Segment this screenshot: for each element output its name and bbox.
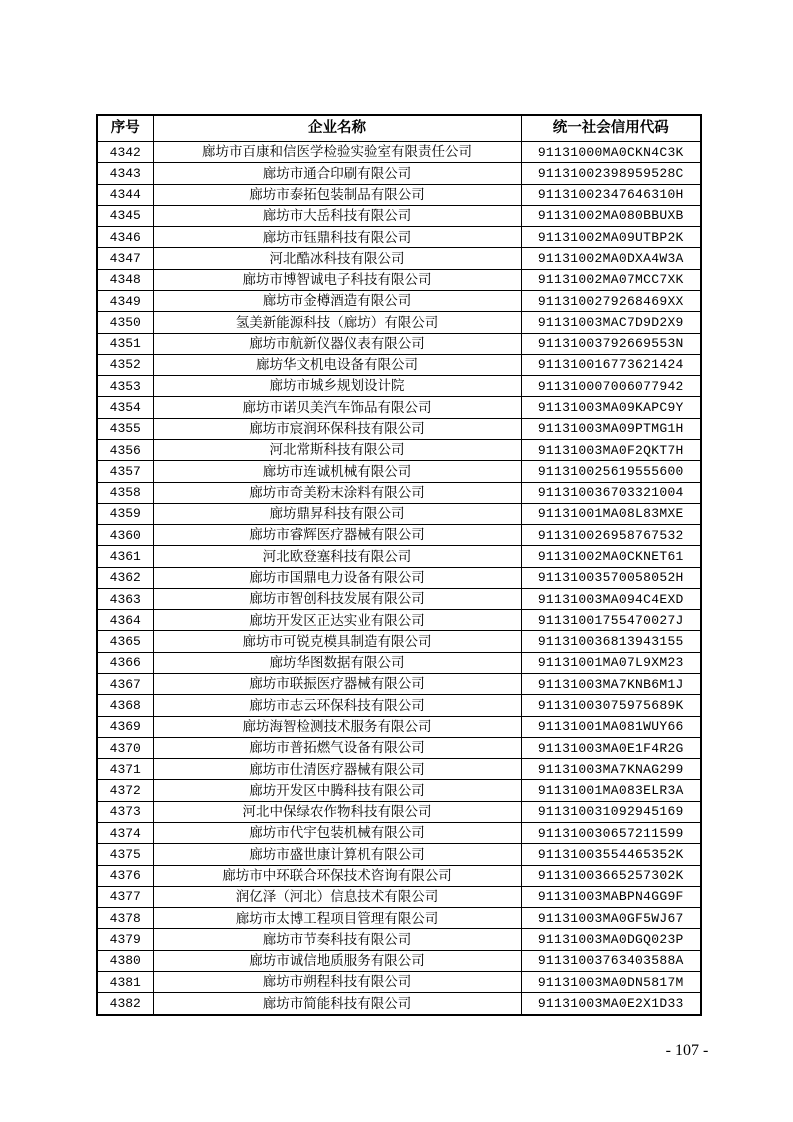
credit-code: 91131001MA08L83MXE xyxy=(521,503,701,524)
company-name: 廊坊鼎昇科技有限公司 xyxy=(153,503,521,524)
table-row xyxy=(97,929,701,950)
company-name: 河北常斯科技有限公司 xyxy=(153,439,521,460)
table-row xyxy=(97,546,701,567)
table-row xyxy=(97,269,701,290)
credit-code: 911310030657211599 xyxy=(521,823,701,844)
row-serial-number: 4346 xyxy=(97,227,153,248)
table-row xyxy=(97,780,701,801)
row-serial-number: 4363 xyxy=(97,588,153,609)
row-serial-number: 4379 xyxy=(97,929,153,950)
row-serial-number: 4376 xyxy=(97,865,153,886)
company-name: 廊坊市航新仪器仪表有限公司 xyxy=(153,333,521,354)
row-serial-number: 4373 xyxy=(97,801,153,822)
company-name: 廊坊市城乡规划设计院 xyxy=(153,376,521,397)
table-row xyxy=(97,865,701,886)
row-serial-number: 4352 xyxy=(97,354,153,375)
company-name: 廊坊市代宇包装机械有限公司 xyxy=(153,823,521,844)
row-serial-number: 4343 xyxy=(97,163,153,184)
row-serial-number: 4344 xyxy=(97,184,153,205)
row-serial-number: 4350 xyxy=(97,312,153,333)
credit-code: 91131002MA080BBUXB xyxy=(521,205,701,226)
table-row xyxy=(97,312,701,333)
table-row xyxy=(97,695,701,716)
row-serial-number: 4353 xyxy=(97,376,153,397)
table-row xyxy=(97,248,701,269)
row-serial-number: 4372 xyxy=(97,780,153,801)
credit-code: 91131003763403588A xyxy=(521,950,701,971)
credit-code: 91131003MA0F2QKT7H xyxy=(521,439,701,460)
company-name: 廊坊市博智诚电子科技有限公司 xyxy=(153,269,521,290)
table-row xyxy=(97,205,701,226)
table-row xyxy=(97,886,701,907)
company-name: 廊坊市节奏科技有限公司 xyxy=(153,929,521,950)
credit-code: 91131001755470027J xyxy=(521,610,701,631)
credit-code: 91131002MA0DXA4W3A xyxy=(521,248,701,269)
table-body xyxy=(97,142,701,1016)
row-serial-number: 4380 xyxy=(97,950,153,971)
row-serial-number: 4370 xyxy=(97,737,153,758)
credit-code: 91131003MA09PTMG1H xyxy=(521,418,701,439)
credit-code: 91131002347646310H xyxy=(521,184,701,205)
table-row xyxy=(97,142,701,163)
table-row xyxy=(97,674,701,695)
row-serial-number: 4368 xyxy=(97,695,153,716)
table-row xyxy=(97,354,701,375)
company-name: 廊坊市智创科技发展有限公司 xyxy=(153,588,521,609)
row-serial-number: 4381 xyxy=(97,971,153,992)
company-name: 廊坊市钰鼎科技有限公司 xyxy=(153,227,521,248)
credit-code: 911310031092945169 xyxy=(521,801,701,822)
company-name: 廊坊市通合印刷有限公司 xyxy=(153,163,521,184)
table-row xyxy=(97,950,701,971)
table-row xyxy=(97,567,701,588)
company-name: 廊坊市联振医疗器械有限公司 xyxy=(153,674,521,695)
company-name: 廊坊市连诚机械有限公司 xyxy=(153,461,521,482)
table-row xyxy=(97,971,701,992)
company-name: 廊坊市金樽酒造有限公司 xyxy=(153,290,521,311)
company-name: 廊坊市盛世康计算机有限公司 xyxy=(153,844,521,865)
company-name: 廊坊市诺贝美汽车饰品有限公司 xyxy=(153,397,521,418)
row-serial-number: 4361 xyxy=(97,546,153,567)
credit-code: 91131003570058052H xyxy=(521,567,701,588)
credit-code: 91131003MAC7D9D2X9 xyxy=(521,312,701,333)
table-row xyxy=(97,184,701,205)
company-name: 廊坊开发区正达实业有限公司 xyxy=(153,610,521,631)
row-serial-number: 4358 xyxy=(97,482,153,503)
company-registry-table xyxy=(96,114,702,1016)
company-name: 廊坊市仕清医疗器械有限公司 xyxy=(153,759,521,780)
table-row xyxy=(97,525,701,546)
company-name: 廊坊市志云环保科技有限公司 xyxy=(153,695,521,716)
company-name: 廊坊华文机电设备有限公司 xyxy=(153,354,521,375)
company-name: 廊坊市大岳科技有限公司 xyxy=(153,205,521,226)
credit-code: 91131003MA7KNB6M1J xyxy=(521,674,701,695)
row-serial-number: 4345 xyxy=(97,205,153,226)
row-serial-number: 4360 xyxy=(97,525,153,546)
row-serial-number: 4356 xyxy=(97,439,153,460)
credit-code: 91131003MA0E2X1D33 xyxy=(521,993,701,1015)
row-serial-number: 4371 xyxy=(97,759,153,780)
company-name: 廊坊市朔程科技有限公司 xyxy=(153,971,521,992)
row-serial-number: 4351 xyxy=(97,333,153,354)
table-row xyxy=(97,163,701,184)
company-name: 河北酷冰科技有限公司 xyxy=(153,248,521,269)
table-row xyxy=(97,439,701,460)
table-row xyxy=(97,631,701,652)
credit-code: 9113100279268469XX xyxy=(521,290,701,311)
credit-code: 91131002MA07MCC7XK xyxy=(521,269,701,290)
table-header-row xyxy=(97,115,701,142)
company-name: 廊坊华图数据有限公司 xyxy=(153,652,521,673)
table-row xyxy=(97,418,701,439)
table-row xyxy=(97,652,701,673)
table-row xyxy=(97,227,701,248)
row-serial-number: 4364 xyxy=(97,610,153,631)
table-row xyxy=(97,844,701,865)
table-row xyxy=(97,610,701,631)
company-name: 廊坊开发区中腾科技有限公司 xyxy=(153,780,521,801)
credit-code: 91131003MA0DGQ023P xyxy=(521,929,701,950)
row-serial-number: 4374 xyxy=(97,823,153,844)
company-name: 河北中保绿农作物科技有限公司 xyxy=(153,801,521,822)
company-name: 廊坊市百康和信医学检验实验室有限责任公司 xyxy=(153,142,521,163)
credit-code: 911310007006077942 xyxy=(521,376,701,397)
company-name: 廊坊市睿辉医疗器械有限公司 xyxy=(153,525,521,546)
table-row xyxy=(97,482,701,503)
credit-code: 91131003792669553N xyxy=(521,333,701,354)
header-company-name: 企业名称 xyxy=(153,115,521,142)
table-row xyxy=(97,823,701,844)
credit-code: 91131003MA0DN5817M xyxy=(521,971,701,992)
credit-code: 911310036813943155 xyxy=(521,631,701,652)
row-serial-number: 4378 xyxy=(97,908,153,929)
credit-code: 91131001MA081WUY66 xyxy=(521,716,701,737)
row-serial-number: 4348 xyxy=(97,269,153,290)
table-row xyxy=(97,397,701,418)
credit-code: 911310036703321004 xyxy=(521,482,701,503)
table-row xyxy=(97,716,701,737)
table-row xyxy=(97,588,701,609)
row-serial-number: 4354 xyxy=(97,397,153,418)
credit-code: 91131002398959528C xyxy=(521,163,701,184)
company-name: 廊坊市太博工程项目管理有限公司 xyxy=(153,908,521,929)
company-name: 廊坊市宸润环保科技有限公司 xyxy=(153,418,521,439)
table-row xyxy=(97,333,701,354)
credit-code: 911310026958767532 xyxy=(521,525,701,546)
credit-code: 91131000MA0CKN4C3K xyxy=(521,142,701,163)
credit-code: 91131003MA09KAPC9Y xyxy=(521,397,701,418)
page-number: - 107 - xyxy=(665,1042,709,1059)
row-serial-number: 4357 xyxy=(97,461,153,482)
company-name: 廊坊市诚信地质服务有限公司 xyxy=(153,950,521,971)
credit-code: 911310016773621424 xyxy=(521,354,701,375)
credit-code: 91131002MA09UTBP2K xyxy=(521,227,701,248)
credit-code: 911310025619555600 xyxy=(521,461,701,482)
credit-code: 91131003MA7KNAG299 xyxy=(521,759,701,780)
credit-code: 91131003MA0E1F4R2G xyxy=(521,737,701,758)
table-row xyxy=(97,461,701,482)
header-serial-number: 序号 xyxy=(97,115,153,142)
credit-code: 91131003075975689K xyxy=(521,695,701,716)
company-name: 廊坊市泰拓包装制品有限公司 xyxy=(153,184,521,205)
table-row xyxy=(97,759,701,780)
row-serial-number: 4382 xyxy=(97,993,153,1015)
table-row xyxy=(97,993,701,1015)
company-name: 润亿泽（河北）信息技术有限公司 xyxy=(153,886,521,907)
row-serial-number: 4342 xyxy=(97,142,153,163)
row-serial-number: 4365 xyxy=(97,631,153,652)
credit-code: 91131003554465352K xyxy=(521,844,701,865)
row-serial-number: 4355 xyxy=(97,418,153,439)
credit-code: 91131003MA094C4EXD xyxy=(521,588,701,609)
table-row xyxy=(97,737,701,758)
table-row xyxy=(97,503,701,524)
row-serial-number: 4377 xyxy=(97,886,153,907)
company-name: 廊坊海智检测技术服务有限公司 xyxy=(153,716,521,737)
company-name: 廊坊市中环联合环保技术咨询有限公司 xyxy=(153,865,521,886)
row-serial-number: 4375 xyxy=(97,844,153,865)
header-credit-code: 统一社会信用代码 xyxy=(521,115,701,142)
company-name: 廊坊市奇美粉末涂料有限公司 xyxy=(153,482,521,503)
row-serial-number: 4366 xyxy=(97,652,153,673)
credit-code: 91131002MA0CKNET61 xyxy=(521,546,701,567)
credit-code: 91131003MABPN4GG9F xyxy=(521,886,701,907)
company-name: 廊坊市可锐克模具制造有限公司 xyxy=(153,631,521,652)
table-row xyxy=(97,908,701,929)
row-serial-number: 4347 xyxy=(97,248,153,269)
table-row xyxy=(97,290,701,311)
table-row xyxy=(97,801,701,822)
company-name: 氢美新能源科技（廊坊）有限公司 xyxy=(153,312,521,333)
row-serial-number: 4369 xyxy=(97,716,153,737)
row-serial-number: 4367 xyxy=(97,674,153,695)
table-row xyxy=(97,376,701,397)
row-serial-number: 4359 xyxy=(97,503,153,524)
row-serial-number: 4362 xyxy=(97,567,153,588)
credit-code: 91131001MA07L9XM23 xyxy=(521,652,701,673)
credit-code: 91131003665257302K xyxy=(521,865,701,886)
credit-code: 91131001MA083ELR3A xyxy=(521,780,701,801)
company-name: 河北欧登塞科技有限公司 xyxy=(153,546,521,567)
company-name: 廊坊市普拓燃气设备有限公司 xyxy=(153,737,521,758)
row-serial-number: 4349 xyxy=(97,290,153,311)
company-name: 廊坊市简能科技有限公司 xyxy=(153,993,521,1015)
credit-code: 91131003MA0GF5WJ67 xyxy=(521,908,701,929)
company-name: 廊坊市国鼎电力设备有限公司 xyxy=(153,567,521,588)
